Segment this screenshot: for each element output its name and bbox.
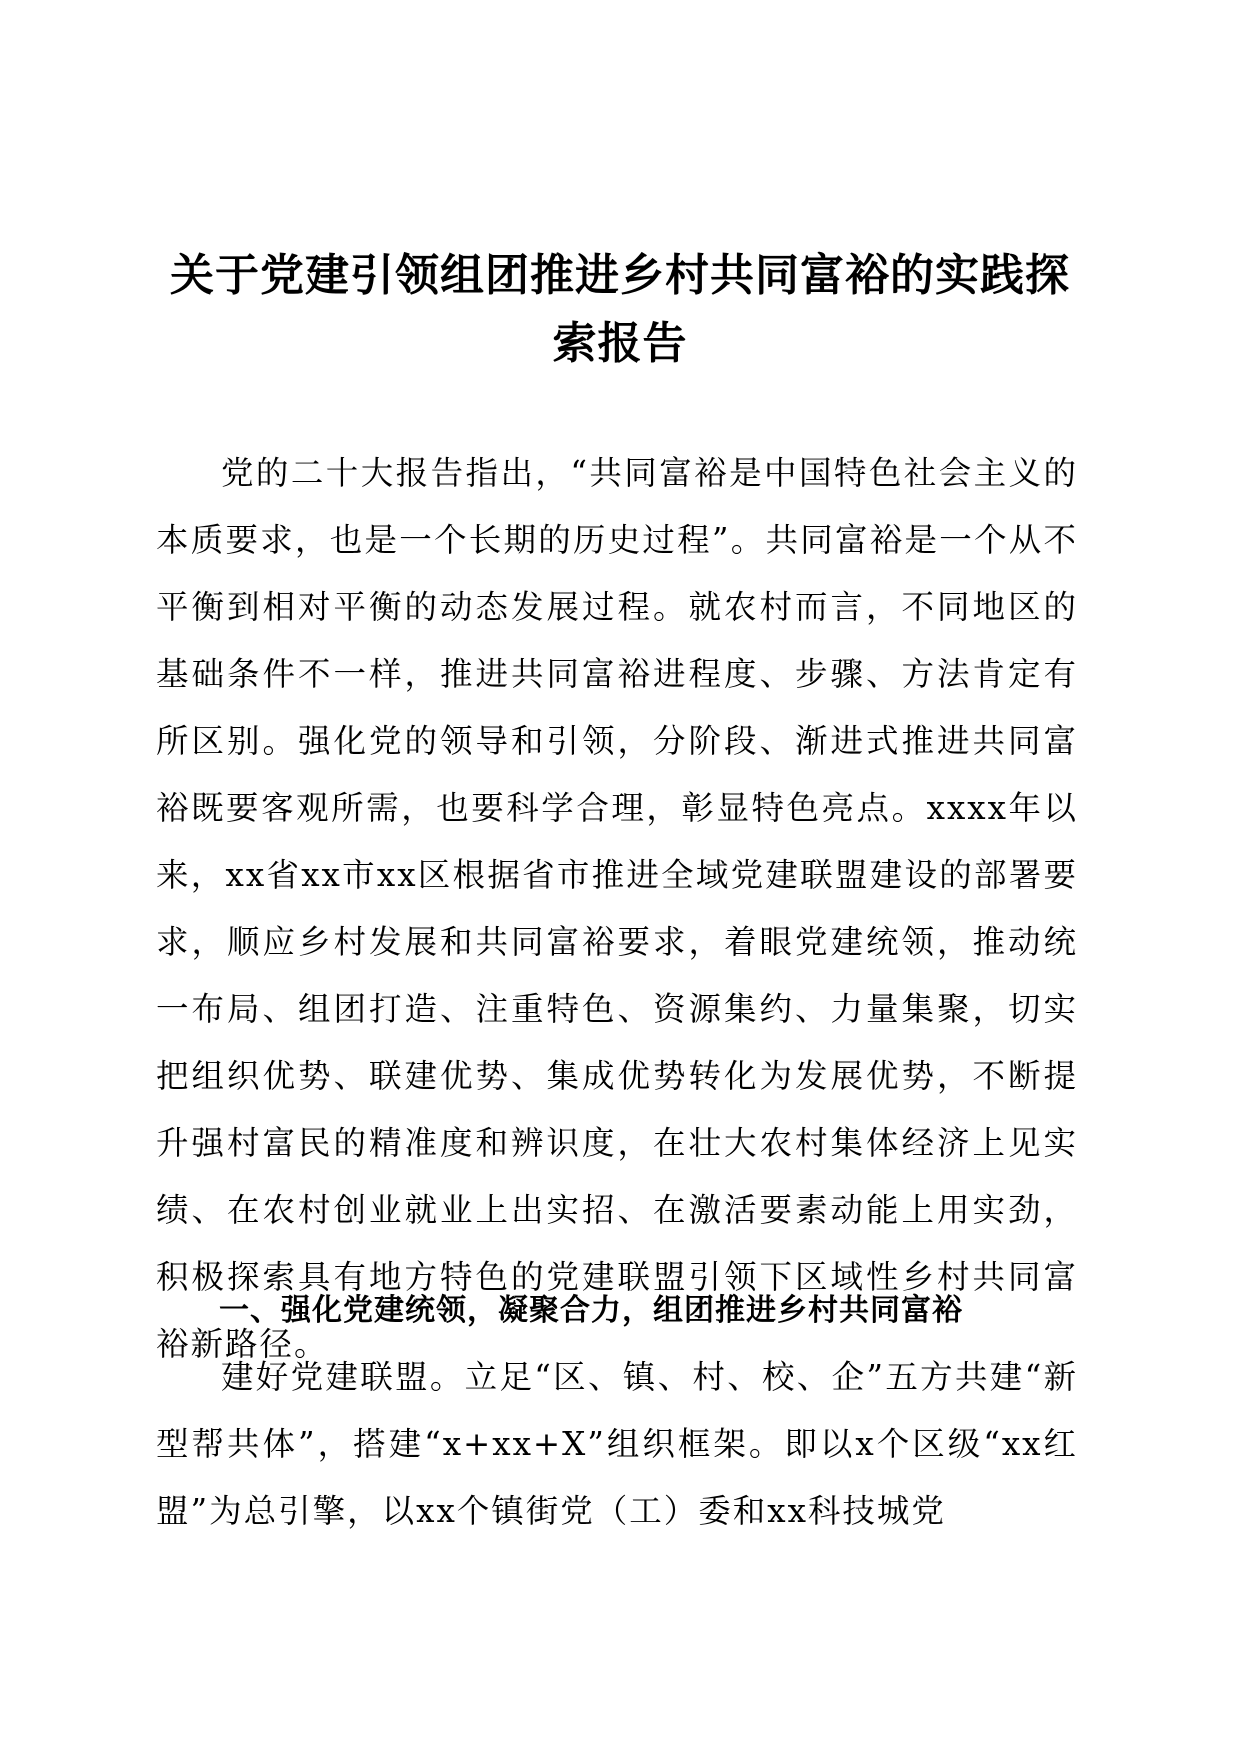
intro-paragraph: 党的二十大报告指出，“共同富裕是中国特色社会主义的本质要求，也是一个长期的历史过程”。共同富裕是一个从不平衡到相对平衡的动态发展过程。就农村而言，不同地区的基础条件不一样，推进共同富裕进程度、步骤、方法肯定有所区别。强化党的领导和引领，分阶段、渐进式推进共同富裕既要客观所需，也要科学合理，彰显特色亮点。xxxx年以来，xx省xx市xx区根据省市推进全域党建联盟建设的部署要求，顺应乡村发展和共同富裕要求，着眼党建统领，推动统一布局、组团打造、注重特色、资源集约、力量集聚，切实把组织优势、联建优势、集成优势转化为发展优势，不断提升强村富民的精准度和辨识度，在壮大农村集体经济上见实绩、在农村创业就业上出实招、在激活要素动能上用实劲，积极探索具有地方特色的党建联盟引领下区域性乡村共同富裕新路径。 xyxy=(156,454,1078,1363)
section-1-heading: 一、强化党建统领，凝聚合力，组团推进乡村共同富裕 xyxy=(219,1293,963,1328)
document-title: 关于党建引领组团推进乡村共同富裕的实践探索报告 xyxy=(170,250,1070,369)
section-1-paragraph: 建好党建联盟。立足“区、镇、村、校、企”五方共建“新型帮共体”，搭建“x+xx+X”组织框架。即以x个区级“xx红盟”为总引擎，以xx个镇街党（工）委和xx科技城党 xyxy=(156,1358,1078,1530)
